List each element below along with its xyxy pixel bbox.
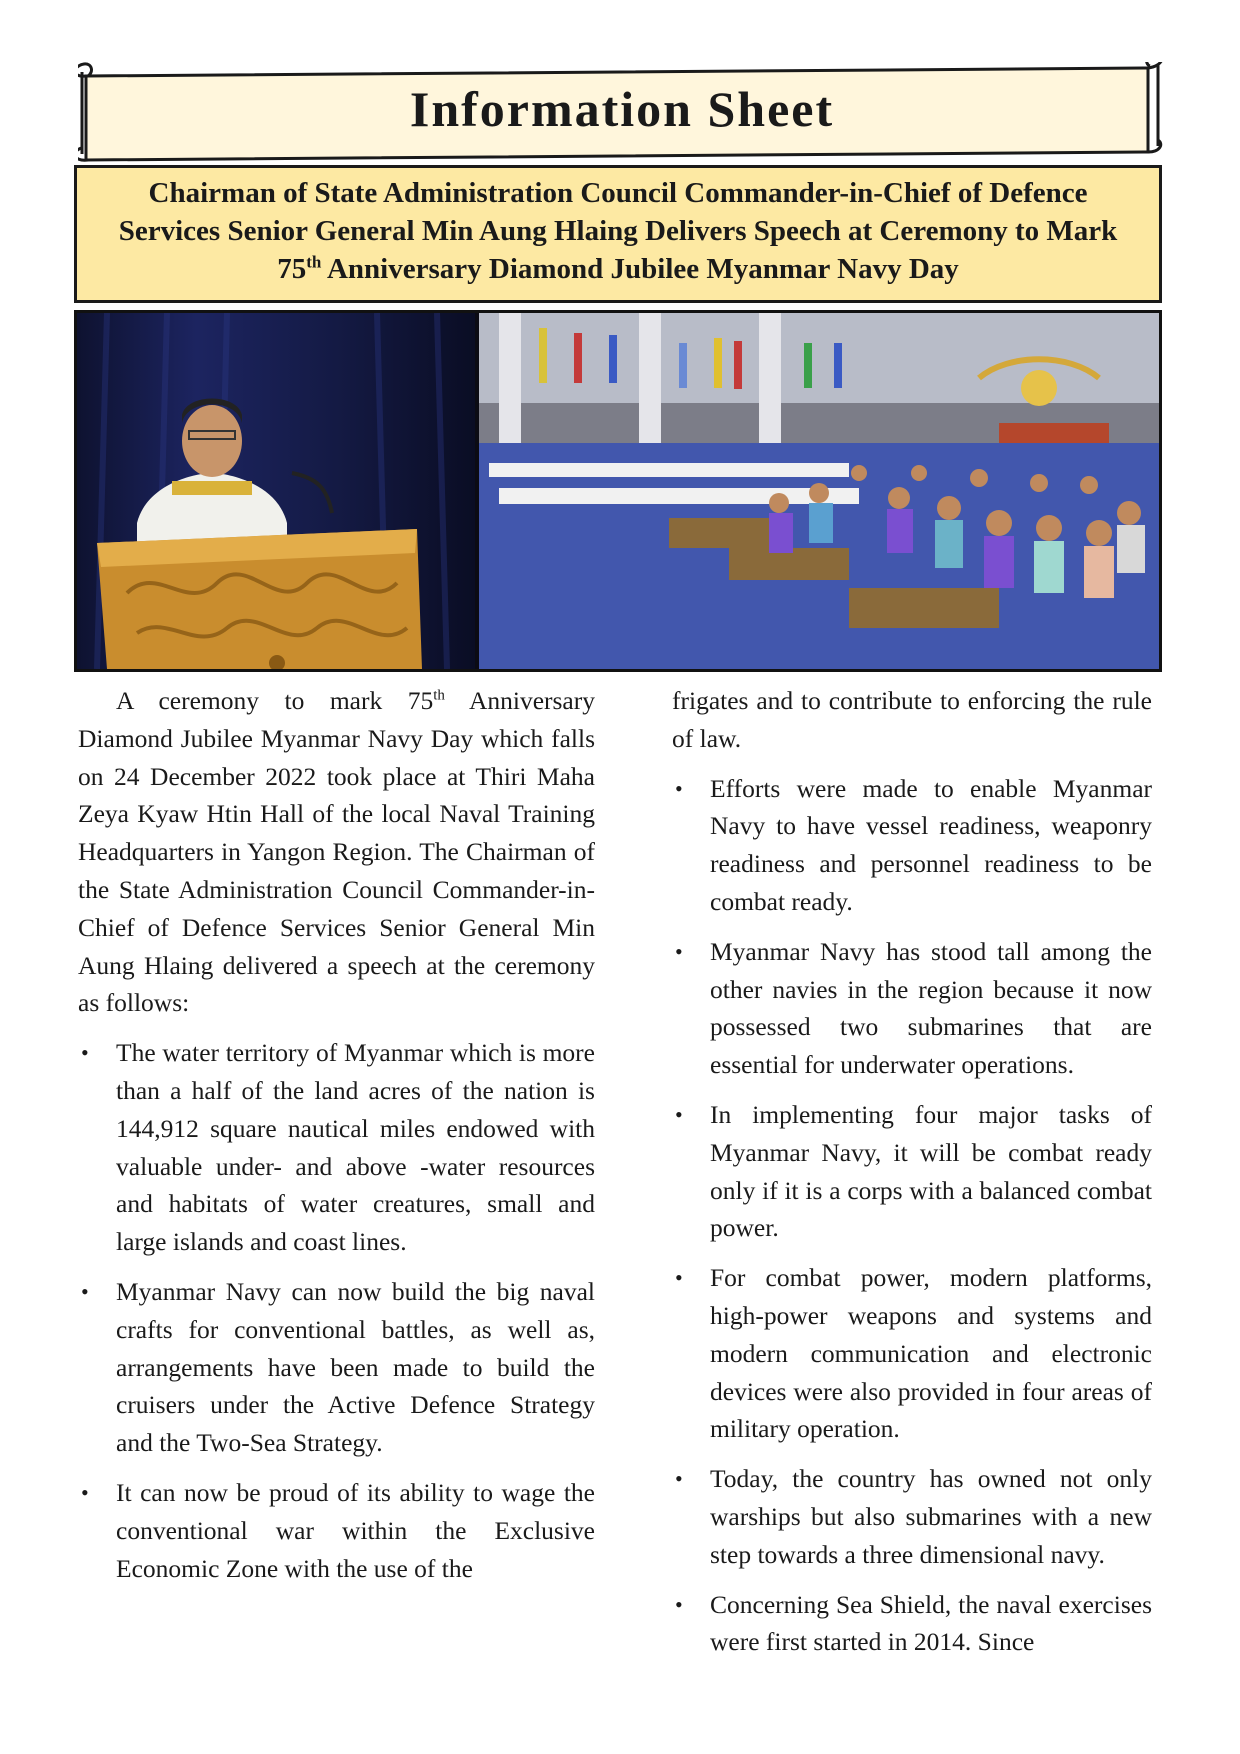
intro-ordinal-suffix: th [433,687,445,704]
continued-text: frigates and to contribute to enforcing the rule of law. [672,686,1152,753]
speaker-photo [77,313,475,669]
list-item [78,1273,595,1462]
list-item-text: For combat power, modern platforms, high-power weapons and systems and modern communication and electronic devices were also provided in four areas of military operation. [710,1263,1152,1444]
list-item-text: Myanmar Navy has stood tall among the other navies in the region because it now possessed two submarines that are essential for underwater operations. [710,936,1152,1080]
right-bullet-list [672,770,1152,1662]
headline-line-1: Chairman of State Administration Council Commander-in-Chief of Defence [148,177,1088,209]
bullet-icon: • [81,1278,89,1304]
intro-lead: A ceremony to mark 75 [116,686,434,715]
title-banner [78,62,1166,162]
list-item [672,770,1152,921]
headline-line-2: Services Senior General Min Aung Hlaing Delivers Speech at Ceremony to Mark [118,215,1118,247]
intro-body: Anniversary Diamond Jubilee Myanmar Navy Day which falls on 24 December 2022 took place at Thiri Maha Zeya Kyaw Htin Hall of the local Naval Training Headquarters in Yangon Region. The Chairman of the State Administration Council Commander-in-Chief of Defence Services Senior General Min Aung Hlaing delivered a speech at the ceremony as follows: [78,686,595,1018]
hall-illustration [479,313,1159,669]
list-item [672,1460,1152,1573]
bullet-icon: • [675,938,683,964]
list-item [672,1096,1152,1247]
speaker-illustration [77,313,475,669]
audience-hall-photo [479,313,1159,669]
bullet-icon: • [81,1479,89,1505]
bullet-icon: • [675,1101,683,1127]
headline-line-3 [77,250,1159,288]
list-item [672,1586,1152,1662]
intro-paragraph [78,682,595,1022]
headline-ordinal-suffix: th [306,252,322,272]
list-item-text: Today, the country has owned not only warships but also submarines with a new step towards a three dimensional navy. [710,1464,1152,1569]
list-item-text: Myanmar Navy can now build the big naval crafts for conventional battles, as well as, arrangements have been made to build the cruisers under the Active Defence Strategy and the Two-Sea Strategy. [116,1276,595,1458]
left-bullet-list [78,1034,595,1587]
list-item-text: Concerning Sea Shield, the naval exercises were first started in 2014. Since [710,1589,1152,1657]
headline-box [74,165,1162,303]
left-column [78,682,595,1599]
bullet-icon: • [81,1040,89,1066]
page-title: Information Sheet [409,81,835,137]
list-item [672,1259,1152,1448]
right-column [672,682,1152,1673]
list-item [78,1034,595,1261]
bullet-icon: • [675,1466,683,1492]
list-item-text: It can now be proud of its ability to wage the conventional war within the Exclusive Economic Zone with the use of the [116,1477,595,1583]
headline-line-3-text: Anniversary Diamond Jubilee Myanmar Navy Day [321,253,959,285]
list-item-text: In implementing four major tasks of Myanmar Navy, it will be combat ready only if it is a corps with a balanced combat power. [710,1099,1152,1243]
list-item-text: Efforts were made to enable Myanmar Navy to have vessel readiness, weaponry readiness and personnel readiness to be combat ready. [710,773,1152,916]
list-item-text: The water territory of Myanmar which is more than a half of the land acres of the nation is 144,912 square nautical miles endowed with valuable under- and above -water resources and habitats of water creatures, small and large islands and coast lines. [116,1038,595,1257]
list-item [78,1474,595,1587]
headline-anniversary-number: 75 [277,253,307,285]
bullet-icon: • [675,1591,683,1617]
bullet-icon: • [675,775,683,801]
photo-strip [74,310,1162,672]
list-item [672,933,1152,1084]
bullet-icon: • [675,1265,683,1291]
